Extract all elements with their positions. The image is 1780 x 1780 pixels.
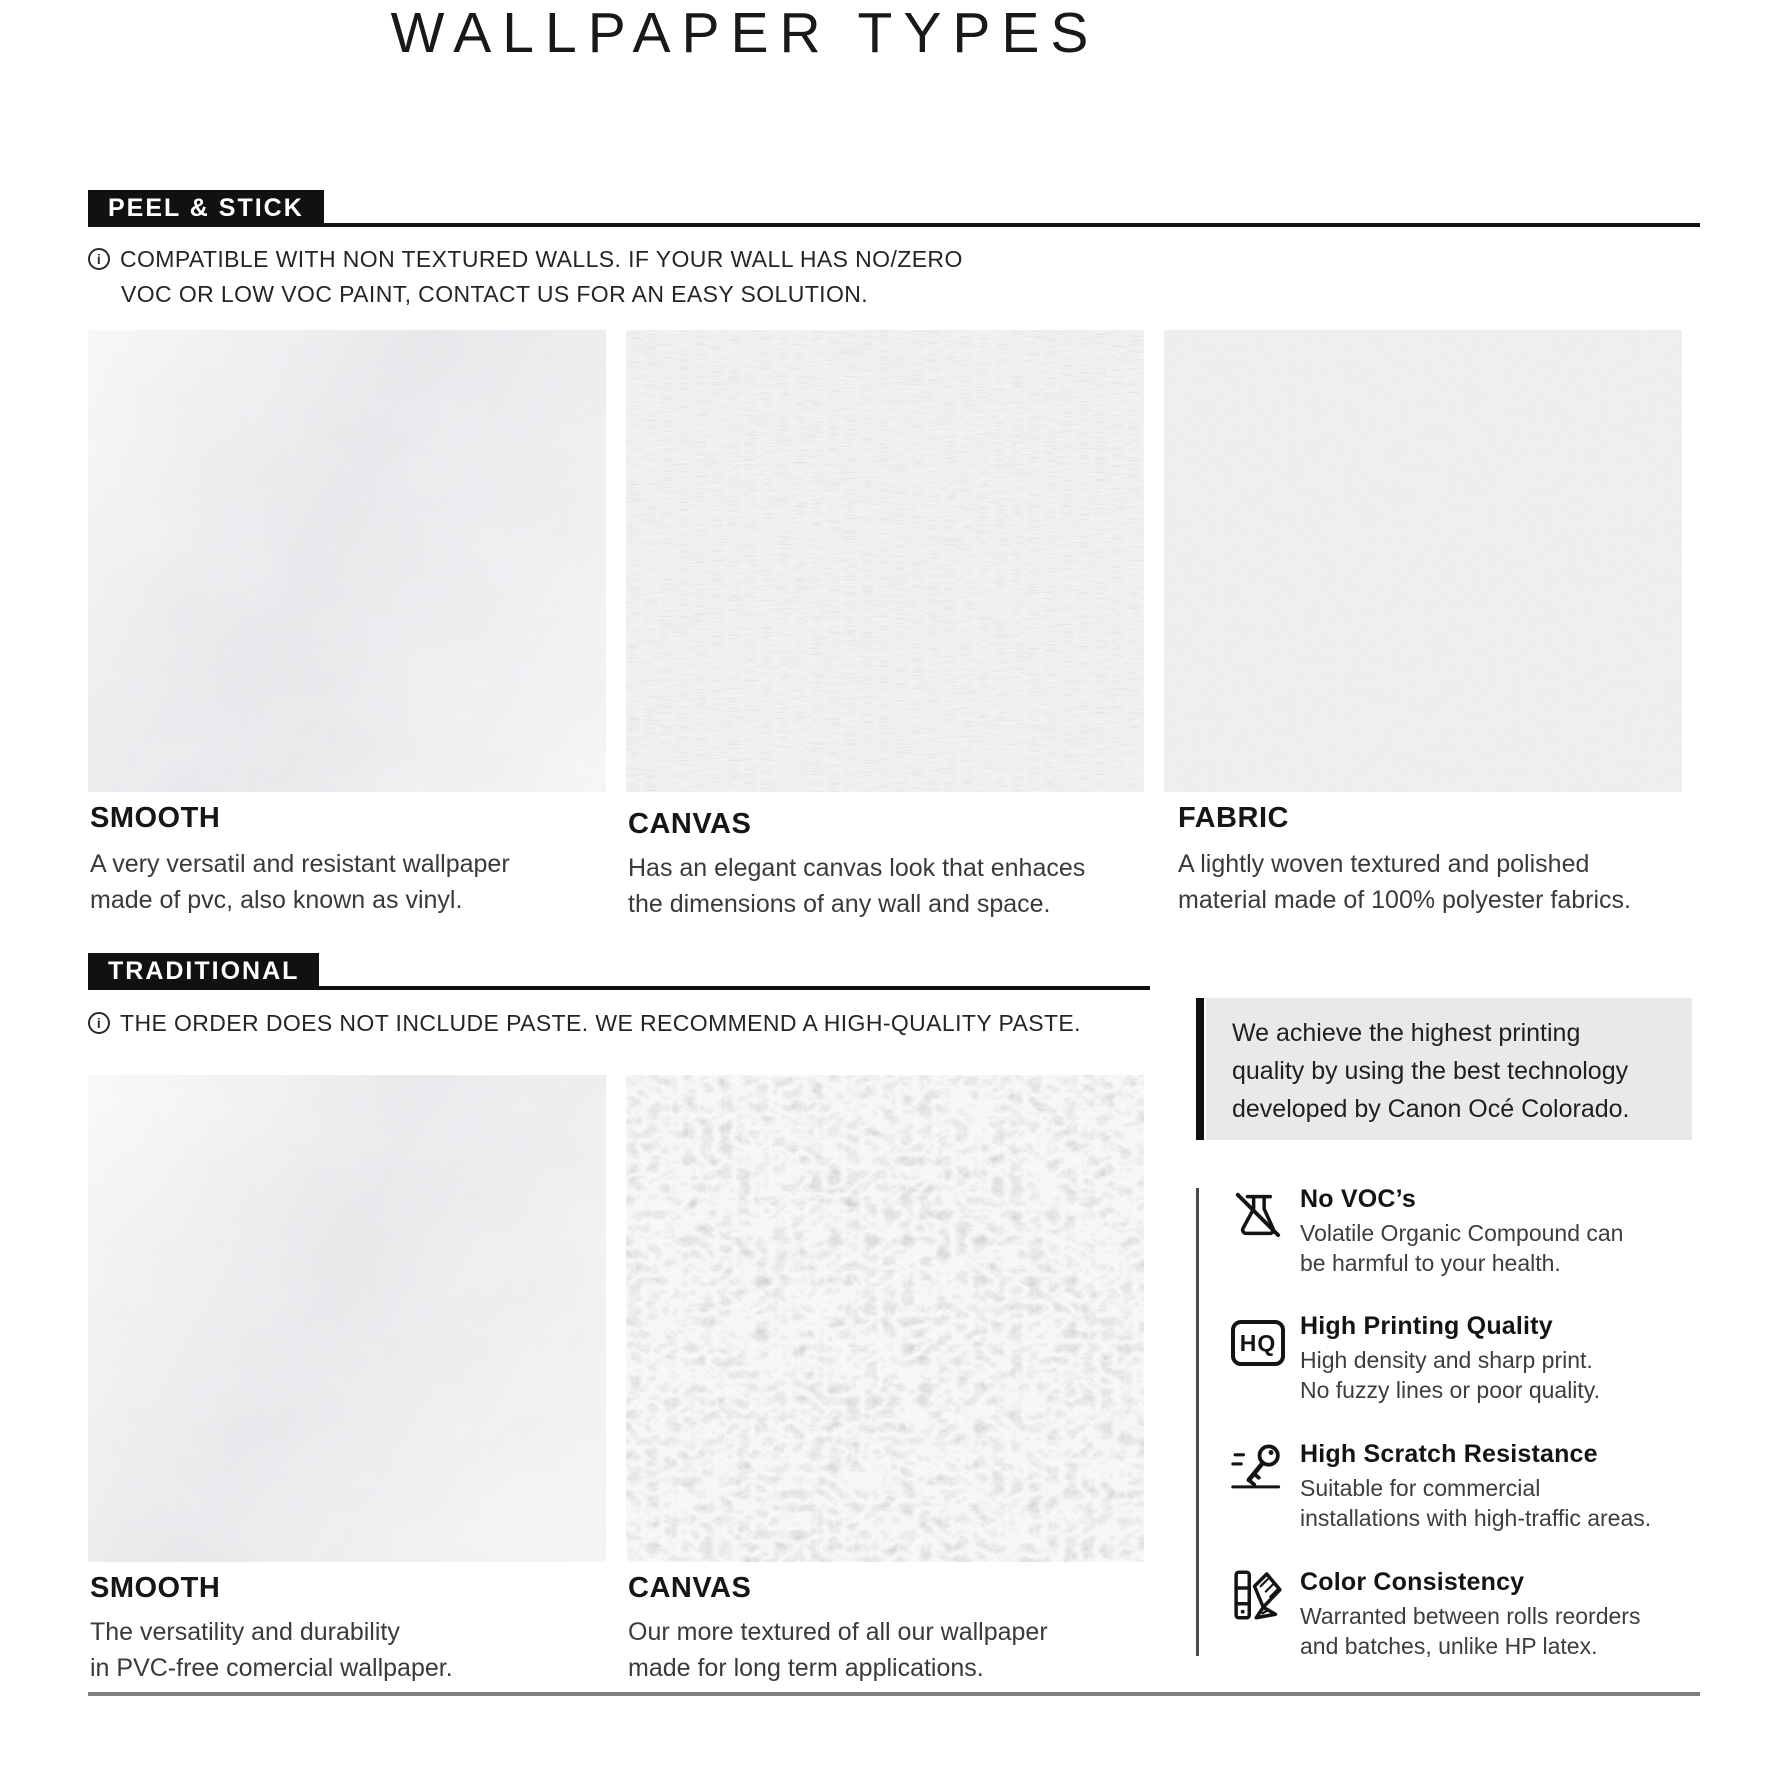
- caption-desc-line: Has an elegant canvas look that enhaces: [628, 854, 1086, 882]
- traditional-smooth-swatch: [88, 1075, 606, 1562]
- caption-desc: [1178, 846, 1631, 918]
- caption-desc-line: The versatility and durability: [90, 1618, 400, 1646]
- note-text: VOC OR LOW VOC PAINT, CONTACT US FOR AN EASY SOLUTION.: [121, 281, 869, 307]
- quality-note-box: [1206, 998, 1692, 1140]
- caption-name: FABRIC: [1178, 802, 1289, 834]
- caption-desc: [628, 850, 1085, 922]
- caption-desc-line: in PVC-free comercial wallpaper.: [90, 1654, 453, 1682]
- features-divider-line: [1196, 1188, 1199, 1656]
- feature-desc-line: installations with high-traffic areas.: [1300, 1505, 1652, 1531]
- peel-stick-canvas-swatch: [626, 330, 1144, 792]
- feature-desc-line: Suitable for commercial: [1300, 1475, 1541, 1501]
- caption-desc: [90, 1614, 453, 1686]
- note-text: THE ORDER DOES NOT INCLUDE PASTE. WE RECOMMEND A HIGH-QUALITY PASTE.: [120, 1010, 1081, 1036]
- feature-title: Color Consistency: [1300, 1568, 1525, 1596]
- hq-badge-text: HQ: [1231, 1320, 1285, 1366]
- smooth-sheen-overlay: [88, 1075, 606, 1562]
- feature-desc-line: Warranted between rolls reorders: [1300, 1603, 1641, 1629]
- traditional-canvas-swatch: [626, 1075, 1144, 1562]
- peel-stick-note-line1: [88, 246, 963, 273]
- caption-desc-line: A very versatil and resistant wallpaper: [90, 850, 510, 878]
- caption-desc-line: A lightly woven textured and polished: [1178, 850, 1590, 878]
- color-swatchbook-icon: [1228, 1564, 1288, 1626]
- feature-desc: [1300, 1601, 1640, 1661]
- bottom-rule: [88, 1692, 1700, 1696]
- feature-title: High Printing Quality: [1300, 1312, 1553, 1340]
- feature-title: High Scratch Resistance: [1300, 1440, 1598, 1468]
- caption-name: SMOOTH: [90, 802, 221, 834]
- note-text: COMPATIBLE WITH NON TEXTURED WALLS. IF YOUR WALL HAS NO/ZERO: [120, 246, 963, 272]
- key-scratch-icon: [1228, 1436, 1288, 1498]
- feature-desc: [1300, 1218, 1623, 1278]
- feature-desc-line: be harmful to your health.: [1300, 1250, 1561, 1276]
- smooth-sheen-overlay: [88, 330, 606, 792]
- feature-title: No VOC’s: [1300, 1185, 1416, 1213]
- caption-desc-line: made for long term applications.: [628, 1654, 984, 1682]
- quality-note-line: developed by Canon Océ Colorado.: [1232, 1095, 1630, 1123]
- peel-stick-smooth-swatch: [88, 330, 606, 792]
- info-icon: i: [88, 248, 110, 270]
- traditional-rule: [88, 986, 1150, 990]
- page-title: WALLPAPER TYPES: [390, 1, 1100, 65]
- info-icon: i: [88, 1012, 110, 1034]
- caption-desc-line: the dimensions of any wall and space.: [628, 890, 1051, 918]
- quality-box-accent-bar: [1196, 998, 1204, 1140]
- caption-desc-line: made of pvc, also known as vinyl.: [90, 886, 463, 914]
- no-voc-flask-icon: [1228, 1184, 1288, 1246]
- section-label-traditional: TRADITIONAL: [88, 953, 319, 990]
- quality-note-line: quality by using the best technology: [1232, 1057, 1629, 1085]
- caption-desc-line: Our more textured of all our wallpaper: [628, 1618, 1048, 1646]
- caption-desc: [90, 846, 510, 918]
- feature-desc: [1300, 1345, 1600, 1405]
- section-label-peel-stick: PEEL & STICK: [88, 190, 324, 227]
- peel-stick-rule: [88, 223, 1700, 227]
- feature-desc-line: High density and sharp print.: [1300, 1347, 1593, 1373]
- caption-desc-line: material made of 100% polyester fabrics.: [1178, 886, 1631, 914]
- quality-note-line: We achieve the highest printing: [1232, 1019, 1581, 1047]
- traditional-note: [88, 1010, 1081, 1037]
- hq-badge-icon: [1228, 1312, 1288, 1374]
- caption-name: SMOOTH: [90, 1572, 221, 1604]
- feature-desc-line: No fuzzy lines or poor quality.: [1300, 1377, 1600, 1403]
- caption-name: CANVAS: [628, 1572, 752, 1604]
- feature-desc-line: and batches, unlike HP latex.: [1300, 1633, 1598, 1659]
- caption-name: CANVAS: [628, 808, 752, 840]
- feature-desc: [1300, 1473, 1651, 1533]
- feature-desc-line: Volatile Organic Compound can: [1300, 1220, 1624, 1246]
- peel-stick-note-line2: [121, 281, 868, 308]
- peel-stick-fabric-swatch: [1164, 330, 1682, 792]
- caption-desc: [628, 1614, 1048, 1686]
